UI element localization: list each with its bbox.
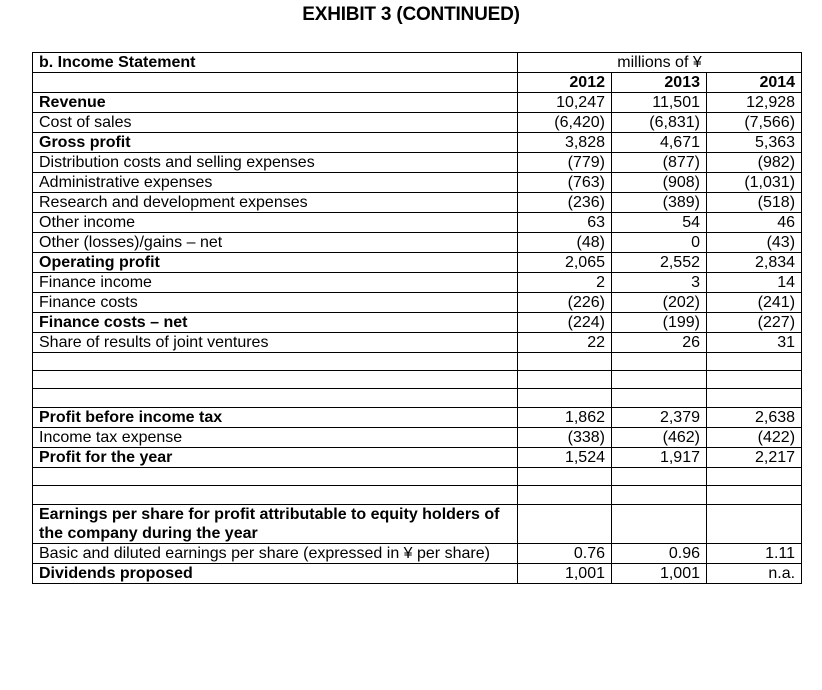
table-row (33, 564, 802, 584)
row-label: Cost of sales (33, 113, 518, 133)
value-cell: 2,552 (612, 253, 707, 273)
table-row (33, 313, 802, 333)
row-label: Dividends proposed (33, 564, 518, 584)
table-row (33, 133, 802, 153)
table-row (33, 153, 802, 173)
table-row (33, 93, 802, 113)
spacer-row (33, 389, 802, 408)
row-label: Other income (33, 213, 518, 233)
value-cell: 54 (612, 213, 707, 233)
row-label: Administrative expenses (33, 173, 518, 193)
row-label: Finance costs – net (33, 313, 518, 333)
row-label: Other (losses)/gains – net (33, 233, 518, 253)
table-row (33, 408, 802, 428)
value-cell: (877) (612, 153, 707, 173)
value-cell: 22 (518, 333, 612, 353)
value-cell: 2,065 (518, 253, 612, 273)
value-cell: 2 (518, 273, 612, 293)
spacer-row (33, 353, 802, 371)
units-label: millions of ¥ (518, 53, 802, 73)
value-cell: 5,363 (707, 133, 802, 153)
value-cell: (224) (518, 313, 612, 333)
table-row (33, 505, 802, 544)
spacer-row (33, 486, 802, 505)
table-row (33, 193, 802, 213)
value-cell: 10,247 (518, 93, 612, 113)
row-label: Revenue (33, 93, 518, 113)
row-label: Finance costs (33, 293, 518, 313)
section-title: b. Income Statement (33, 53, 518, 73)
table-row (33, 233, 802, 253)
year-2013: 2013 (612, 73, 707, 93)
value-cell: n.a. (707, 564, 802, 584)
value-cell: 31 (707, 333, 802, 353)
spacer-row (33, 371, 802, 389)
row-label: Income tax expense (33, 428, 518, 448)
table-row (33, 428, 802, 448)
row-label: Research and development expenses (33, 193, 518, 213)
table-row (33, 293, 802, 313)
value-cell: (48) (518, 233, 612, 253)
table-row (33, 544, 802, 564)
value-cell: (779) (518, 153, 612, 173)
value-cell: (227) (707, 313, 802, 333)
exhibit-title: EXHIBIT 3 (CONTINUED) (302, 4, 520, 25)
row-label: Operating profit (33, 253, 518, 273)
value-cell: 1,001 (518, 564, 612, 584)
value-cell: 1,001 (612, 564, 707, 584)
table-row (33, 113, 802, 133)
value-cell: 11,501 (612, 93, 707, 113)
row-label: Gross profit (33, 133, 518, 153)
value-cell: (908) (612, 173, 707, 193)
value-cell: 2,217 (707, 448, 802, 468)
value-cell: 1,917 (612, 448, 707, 468)
value-cell: (6,831) (612, 113, 707, 133)
table-row (33, 213, 802, 233)
value-cell: (338) (518, 428, 612, 448)
value-cell: (518) (707, 193, 802, 213)
value-cell: 46 (707, 213, 802, 233)
value-cell: (462) (612, 428, 707, 448)
value-cell: 3 (612, 273, 707, 293)
value-cell: 0 (612, 233, 707, 253)
value-cell: 1,862 (518, 408, 612, 428)
value-cell: 0.76 (518, 544, 612, 564)
value-cell: (389) (612, 193, 707, 213)
value-cell: 3,828 (518, 133, 612, 153)
year-2014: 2014 (707, 73, 802, 93)
header-row (33, 53, 802, 73)
year-row (33, 73, 802, 93)
value-cell: 26 (612, 333, 707, 353)
value-cell: (236) (518, 193, 612, 213)
value-cell: (763) (518, 173, 612, 193)
value-cell: 2,379 (612, 408, 707, 428)
value-cell: 2,638 (707, 408, 802, 428)
value-cell: 2,834 (707, 253, 802, 273)
row-label: Distribution costs and selling expenses (33, 153, 518, 173)
value-cell: (7,566) (707, 113, 802, 133)
row-label: Profit for the year (33, 448, 518, 468)
value-cell: 1,524 (518, 448, 612, 468)
value-cell: (982) (707, 153, 802, 173)
value-cell: (1,031) (707, 173, 802, 193)
table-row (33, 273, 802, 293)
table-row (33, 173, 802, 193)
value-cell: (422) (707, 428, 802, 448)
table-row (33, 253, 802, 273)
row-label: Profit before income tax (33, 408, 518, 428)
row-label: Share of results of joint ventures (33, 333, 518, 353)
row-label: Finance income (33, 273, 518, 293)
row-label: Basic and diluted earnings per share (expressed in ¥ per share) (33, 544, 518, 564)
value-cell: 0.96 (612, 544, 707, 564)
value-cell: 63 (518, 213, 612, 233)
value-cell: (199) (612, 313, 707, 333)
year-2012: 2012 (518, 73, 612, 93)
income-statement-table (32, 52, 802, 584)
table-row (33, 333, 802, 353)
value-cell: (6,420) (518, 113, 612, 133)
value-cell: 12,928 (707, 93, 802, 113)
value-cell: 14 (707, 273, 802, 293)
spacer-row (33, 468, 802, 486)
value-cell: 4,671 (612, 133, 707, 153)
value-cell: (226) (518, 293, 612, 313)
value-cell: (241) (707, 293, 802, 313)
table-row (33, 448, 802, 468)
eps-heading: Earnings per share for profit attributable to equity holders of the company during the year (33, 505, 518, 544)
value-cell: (202) (612, 293, 707, 313)
value-cell: 1.11 (707, 544, 802, 564)
value-cell: (43) (707, 233, 802, 253)
